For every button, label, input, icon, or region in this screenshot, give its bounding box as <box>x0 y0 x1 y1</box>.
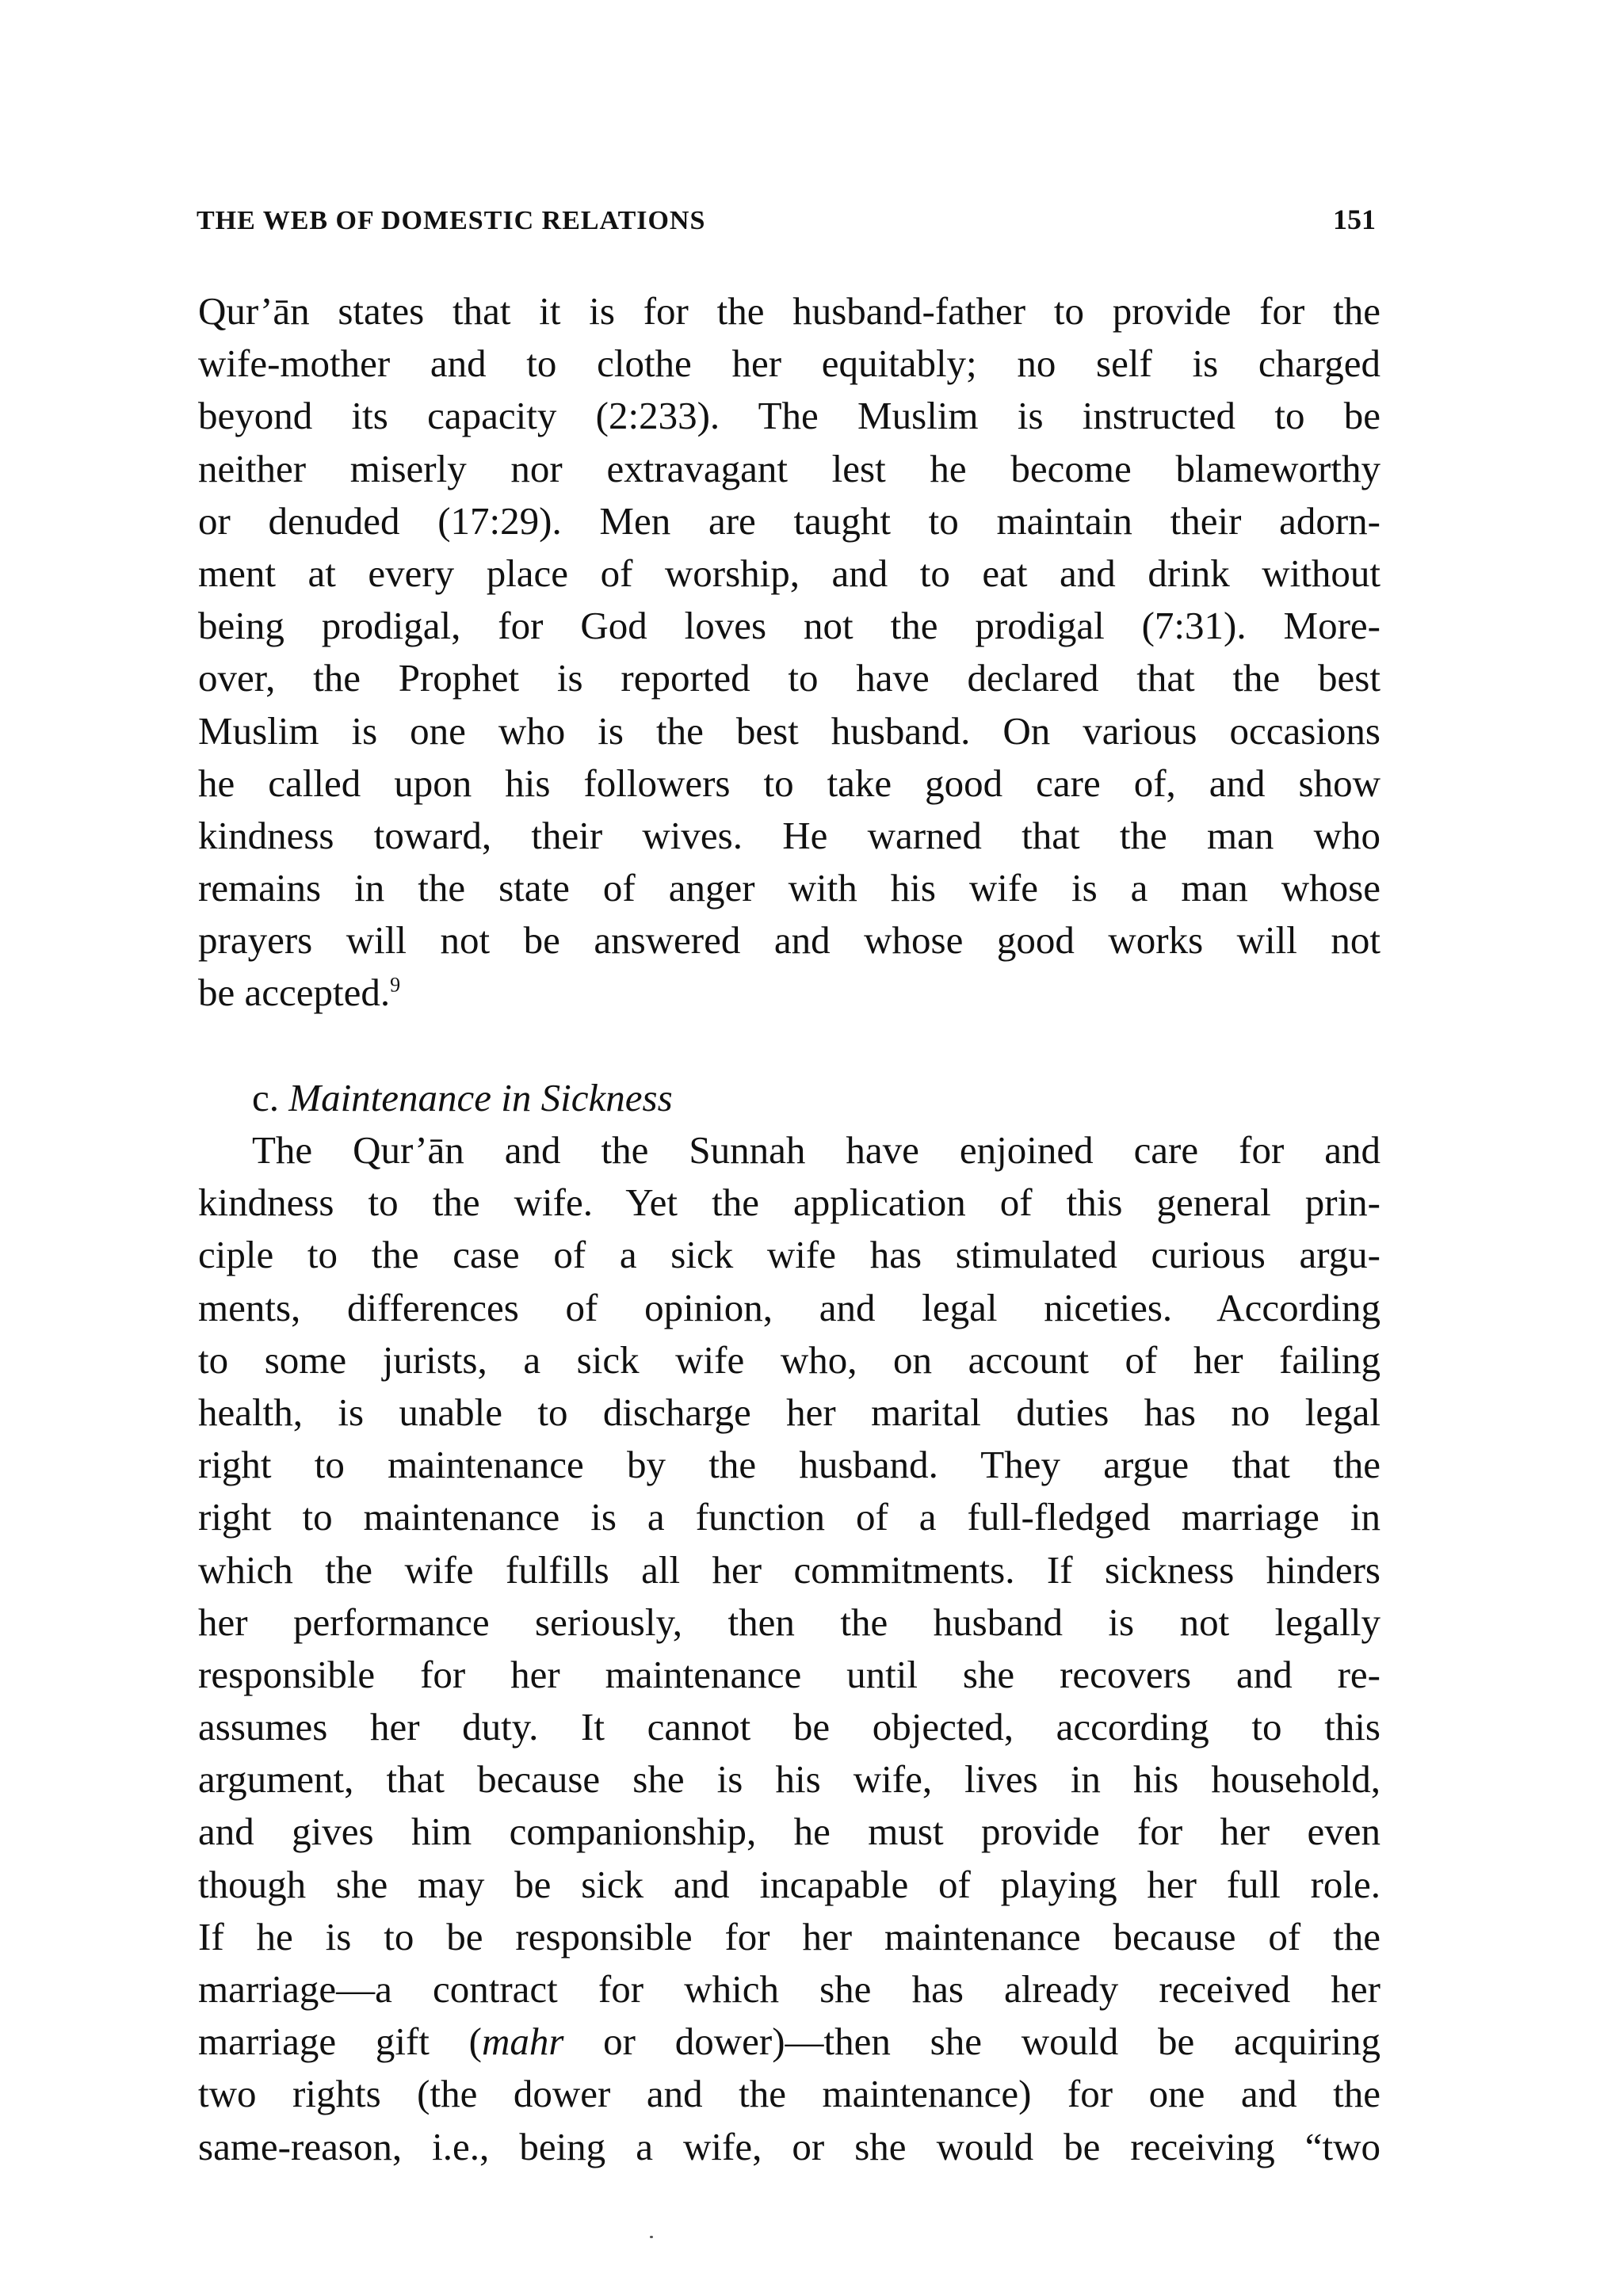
text-line: neither miserly nor extravagant lest he become blameworthy <box>198 446 1381 490</box>
text-line: or denuded (17:29). Men are taught to maintain their adorn- <box>198 498 1381 543</box>
text-line: which the wife fulfills all her commitments. If sickness hinders <box>198 1547 1381 1592</box>
text-line: Muslim is one who is the best husband. On various occasions <box>198 708 1381 753</box>
text-line: wife-mother and to clothe her equitably; no self is charged <box>198 341 1381 386</box>
running-head <box>197 189 1376 236</box>
text-line: ment at every place of worship, and to eat and drink without <box>198 551 1381 595</box>
text-line: though she may be sick and incapable of playing her full role. <box>198 1862 1381 1906</box>
last-line-text: be accepted. <box>198 971 391 1015</box>
paragraph-1 <box>198 285 1381 1020</box>
running-title: THE WEB OF DOMESTIC RELATIONS <box>197 206 706 235</box>
section-label: c. <box>252 1075 279 1119</box>
text-line: marriage—a contract for which she has already received her <box>198 1967 1381 2011</box>
text-line-last <box>198 967 1381 1019</box>
paragraph-gap <box>198 1020 1381 1072</box>
text-line: health, is unable to discharge her marital duties has no legal <box>198 1390 1381 1434</box>
text-line: Qur’ān states that it is for the husband-father to provide for the <box>198 289 1381 333</box>
text-line: over, the Prophet is reported to have declared that the best <box>198 656 1381 700</box>
text-line: ciple to the case of a sick wife has stimulated curious argu- <box>198 1233 1381 1277</box>
footnote-reference: 9 <box>390 974 401 997</box>
text-line: The Qur’ān and the Sunnah have enjoined care for and <box>252 1128 1381 1172</box>
text-line: If he is to be responsible for her maintenance because of the <box>198 1914 1381 1958</box>
paragraph-2 <box>198 1124 1381 2173</box>
mahr-line-before: marriage gift ( <box>198 2019 482 2064</box>
text-line: kindness to the wife. Yet the application of this general prin- <box>198 1180 1381 1225</box>
text-line: right to maintenance by the husband. They argue that the <box>198 1443 1381 1487</box>
mahr-line-after: or dower)—then she would be acquiring <box>563 2019 1381 2064</box>
text-line: to some jurists, a sick wife who, on account of her failing <box>198 1337 1381 1382</box>
text-line: responsible for her maintenance until she recovers and re- <box>198 1652 1381 1696</box>
text-line: assumes her duty. It cannot be objected, according to this <box>198 1705 1381 1749</box>
section-title: Maintenance in Sickness <box>288 1075 673 1119</box>
text-line: prayers will not be answered and whose good works will not <box>198 918 1381 963</box>
text-line: her performance seriously, then the husband is not legally <box>198 1600 1381 1644</box>
section-heading <box>198 1072 1381 1124</box>
text-line: he called upon his followers to take good care of, and show <box>198 761 1381 805</box>
text-line: kindness toward, their wives. He warned that the man who <box>198 813 1381 857</box>
scan-speck <box>650 2236 653 2238</box>
text-line: ments, differences of opinion, and legal niceties. According <box>198 1285 1381 1329</box>
page-number: 151 <box>1333 204 1376 235</box>
text-line: being prodigal, for God loves not the prodigal (7:31). More- <box>198 604 1381 648</box>
body-text <box>198 285 1381 2173</box>
text-line: remains in the state of anger with his wife is a man whose <box>198 866 1381 910</box>
text-line: two rights (the dower and the maintenance) for one and the <box>198 2072 1381 2116</box>
text-line: right to maintenance is a function of a full-fledged marriage in <box>198 1495 1381 1539</box>
text-line: and gives him companionship, he must provide for her even <box>198 1810 1381 1854</box>
text-line: argument, that because she is his wife, lives in his household, <box>198 1757 1381 1802</box>
text-line: beyond its capacity (2:233). The Muslim is instructed to be <box>198 394 1381 438</box>
mahr-term: mahr <box>481 2019 564 2064</box>
text-line-mahr <box>198 2016 1381 2068</box>
text-line: same-reason, i.e., being a wife, or she would be receiving “two <box>198 2124 1381 2168</box>
